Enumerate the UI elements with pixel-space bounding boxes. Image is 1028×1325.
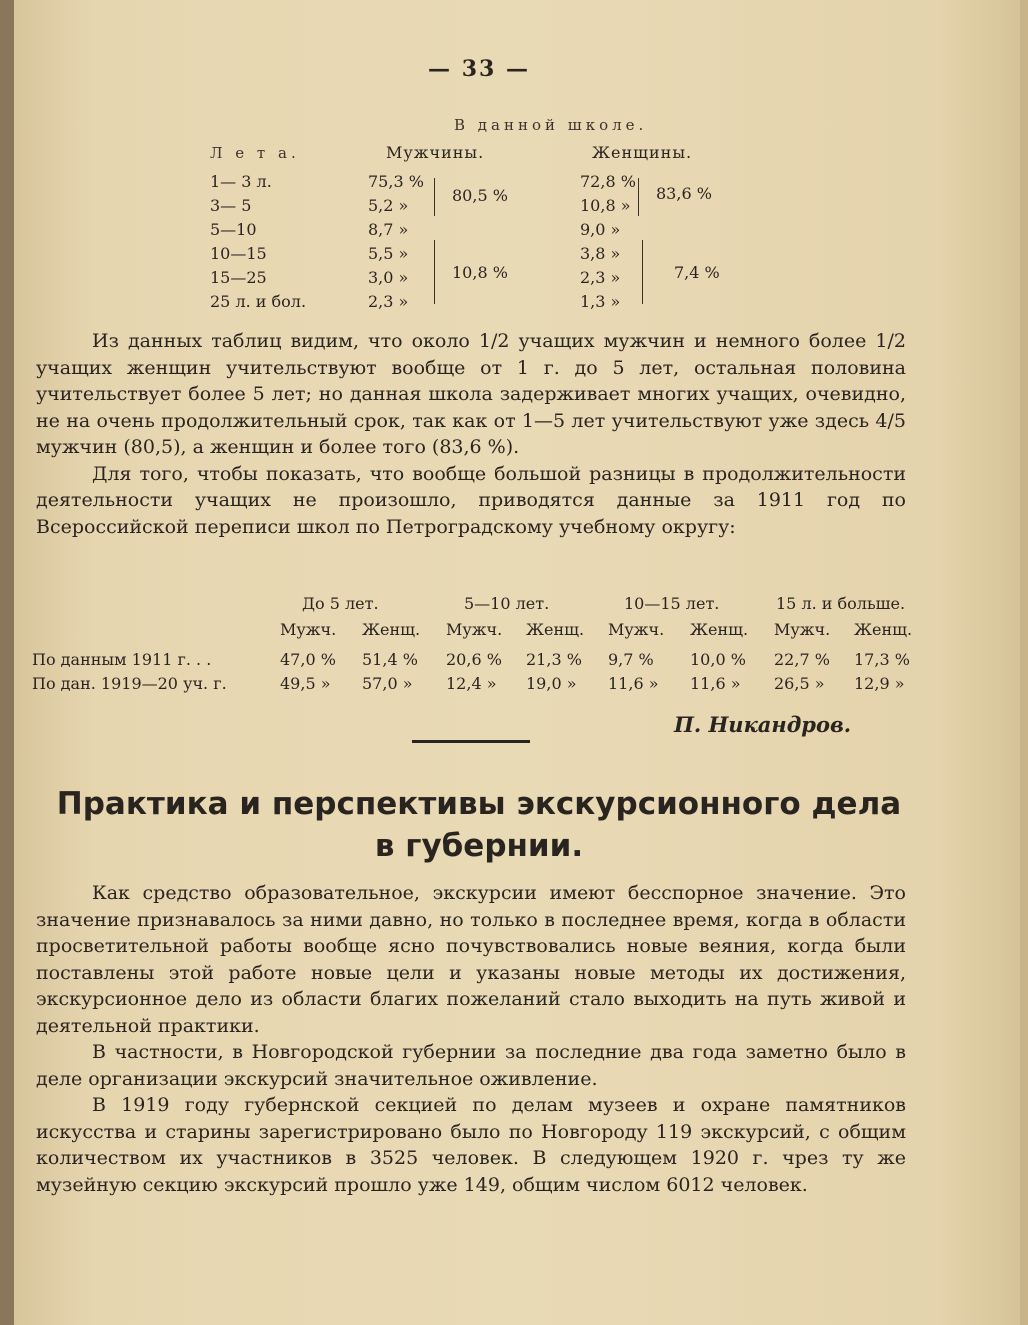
table-school-header: В данной школе. — [454, 116, 648, 134]
author-signature: П. Никандров. — [674, 712, 852, 737]
paragraph-statistics: В 1919 году губернской секцией по делам музеев и охране памятников искусства и старины зарегистрировано было по Новгороду 119 экскурсий, с общим количеством их участников в 3525 человек. В следующем 1920 г. чрез ту же музейную секцию экскурсий прошло уже 149, общим числом 6012 человек. — [36, 1094, 906, 1196]
group-header: 15 л. и больше. — [776, 594, 906, 613]
row-men-value: 8,7 » — [368, 220, 409, 239]
sub-header: Женщ. — [854, 620, 913, 639]
paragraph-excursions-value: Как средство образовательное, экскурсии имеют бесспорное значение. Это значение признавалось за ними давно, но только в последнее время, когда в области просветительной работы вообще ясно почувствовались новые веяния, когда были поставлены этой работе новые цели и указаны новые методы их достижения, экскурсионное дело из области благих пожеланий стало выходить на путь живой и деятельной практики. — [36, 882, 906, 1037]
row-years: 1— 3 л. — [210, 172, 272, 191]
book-page — [14, 0, 1020, 1325]
men-group1-total: 80,5 % — [452, 186, 508, 205]
article-title-line2: в губернии. — [374, 828, 584, 864]
group-header: 5—10 лет. — [464, 594, 550, 613]
row-women-value: 1,3 » — [580, 292, 621, 311]
row-women-value: 9,0 » — [580, 220, 621, 239]
sub-header: Женщ. — [690, 620, 749, 639]
table-cell: 22,7 % — [774, 650, 830, 669]
table-cell: 19,0 » — [526, 674, 577, 693]
women-group1-total: 83,6 % — [656, 184, 712, 203]
row-men-value: 3,0 » — [368, 268, 409, 287]
sub-header: Мужч. — [446, 620, 503, 639]
brace-men-group1 — [434, 178, 435, 216]
row-years: 15—25 — [210, 268, 267, 287]
text-block-analysis — [36, 328, 906, 540]
table-cell: 12,9 » — [854, 674, 905, 693]
row-years: 5—10 — [210, 220, 257, 239]
sub-header: Женщ. — [526, 620, 585, 639]
row-women-value: 10,8 » — [580, 196, 631, 215]
row-women-value: 2,3 » — [580, 268, 621, 287]
book-spine-edge — [0, 0, 14, 1325]
paragraph-novgorod: В частности, в Новгородской губернии за последние два года заметно было в деле организации экскурсий значительное оживление. — [36, 1041, 906, 1090]
row-years: 3— 5 — [210, 196, 252, 215]
table-cell: 10,0 % — [690, 650, 746, 669]
group-header: До 5 лет. — [302, 594, 379, 613]
table-cell: 51,4 % — [362, 650, 418, 669]
row-years: 10—15 — [210, 244, 267, 263]
col-men-header: Мужчины. — [386, 143, 485, 162]
table-cell: 26,5 » — [774, 674, 825, 693]
row-men-value: 75,3 % — [368, 172, 424, 191]
table-cell: 21,3 % — [526, 650, 582, 669]
table-cell: 20,6 % — [446, 650, 502, 669]
table-cell: 11,6 » — [690, 674, 741, 693]
page-number: — 33 — — [428, 56, 530, 82]
table-cell: 17,3 % — [854, 650, 910, 669]
sub-header: Женщ. — [362, 620, 421, 639]
paragraph-comparison-intro: Для того, чтобы показать, что вообще большой разницы в продолжительности деятельности учащих не произошло, приводятся данные за 1911 год по Всероссийской переписи школ по Петроградскому учебному округу: — [36, 462, 906, 538]
table-cell: 9,7 % — [608, 650, 654, 669]
row-women-value: 72,8 % — [580, 172, 636, 191]
row-men-value: 5,5 » — [368, 244, 409, 263]
table-cell: 12,4 » — [446, 674, 497, 693]
group-header: 10—15 лет. — [624, 594, 720, 613]
row-label: По данным 1911 г. . . — [32, 650, 212, 669]
table-cell: 49,5 » — [280, 674, 331, 693]
brace-women-group2 — [642, 240, 643, 304]
paragraph-analysis: Из данных таблиц видим, что около 1/2 учащих мужчин и немного более 1/2 учащих женщин учительствуют вообще от 1 г. до 5 лет, остальная половина учительствует более 5 лет; но данная школа задерживает многих учащих, очевидно, не на очень продолжительный срок, так как от 1—5 лет учительствуют уже здесь 4/5 мужчин (80,5), а женщин и более того (83,6 %). — [36, 330, 906, 458]
row-women-value: 3,8 » — [580, 244, 621, 263]
sub-header: Мужч. — [608, 620, 665, 639]
men-group2-total: 10,8 % — [452, 263, 508, 282]
table-cell: 57,0 » — [362, 674, 413, 693]
section-divider — [412, 740, 530, 743]
row-years: 25 л. и бол. — [210, 292, 307, 311]
article-title-line1: Практика и перспективы экскурсионного дела — [56, 786, 902, 822]
table-cell: 11,6 » — [608, 674, 659, 693]
text-block-article — [36, 880, 906, 1198]
row-men-value: 5,2 » — [368, 196, 409, 215]
brace-men-group2 — [434, 240, 435, 304]
col-women-header: Женщины. — [592, 143, 693, 162]
brace-women-group1 — [638, 178, 639, 216]
row-men-value: 2,3 » — [368, 292, 409, 311]
sub-header: Мужч. — [280, 620, 337, 639]
table-cell: 47,0 % — [280, 650, 336, 669]
sub-header: Мужч. — [774, 620, 831, 639]
row-label: По дан. 1919—20 уч. г. — [32, 674, 227, 693]
col-years-header: Л е т а. — [210, 144, 300, 162]
women-group2-total: 7,4 % — [674, 263, 720, 282]
